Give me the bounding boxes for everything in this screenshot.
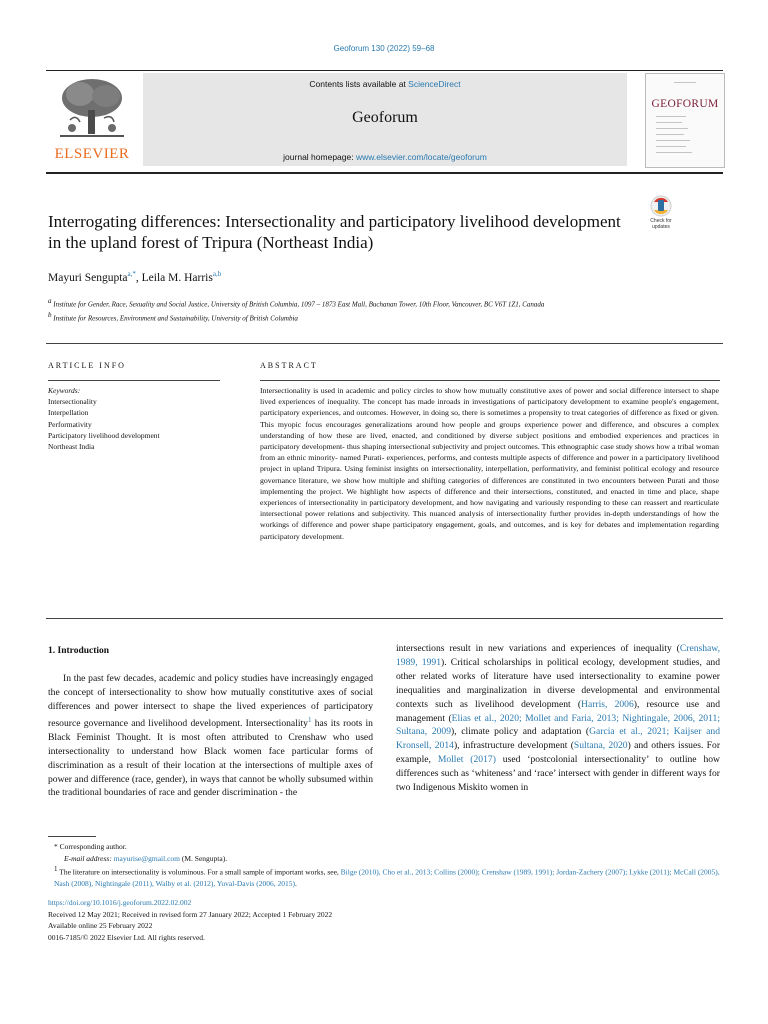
elsevier-tree-icon xyxy=(52,76,132,142)
cover-title: GEOFORUM xyxy=(651,98,719,110)
cover-line xyxy=(656,140,690,141)
affiliations xyxy=(48,296,648,324)
body-text: ), resource use and management ( xyxy=(396,698,720,724)
publication-info xyxy=(48,897,720,943)
email-link[interactable]: mayurise@gmail.com xyxy=(113,853,180,863)
author-marks[interactable]: a,b xyxy=(212,270,222,278)
author-name[interactable]: Leila M. Harris xyxy=(141,271,213,284)
cover-line xyxy=(656,146,686,147)
email-footnote: E-mail address: mayurise@gmail.com (M. Sengupta). xyxy=(64,853,228,863)
corresponding-footnote: * Corresponding author. xyxy=(54,842,127,851)
check-updates-line2: updates xyxy=(652,224,670,230)
article-info-heading: ARTICLE INFO xyxy=(48,361,126,370)
body-text: . xyxy=(294,879,297,888)
affiliation-a: $^a$ Institute for Gender, Race, Sexuality and Social Justice, University of British Columbia, 1097 – 1873 East Mall, Buchanan Tower, 10th Floor, Vancouver, BC V6T 1Z1, Canada xyxy=(48,297,545,309)
divider xyxy=(48,380,220,381)
body-text: ), climate policy and adaptation ( xyxy=(451,726,590,738)
received-dates: Received 12 May 2021; Received in revised form 27 January 2022; Accepted 1 February 2022 xyxy=(48,909,333,919)
keywords-block xyxy=(48,385,223,452)
footnote-1: $^1$ The literature on intersectionality is voluminous. For a small sample of important works, see, Bilge (2010), Cho et al., 2013; Collins (2000); Crenshaw (1989, 1991); Jordan-Zachery (2007); Lykke (2011); McCall (2005), Nash (2008), Nightingale (2011), Walby et al. (2012), Yuval-Davis (2006, 2015). xyxy=(54,865,720,888)
abstract-text: Intersectionality is used in academic and policy circles to show how mutually constitutive axes of power and social difference intersect to shape lived experiences of inequality. The concept has made inroads in investigations of participatory development to examine people's engagement, participatory experiences, and outcomes. However, in doing so, there is sometimes a propensity to treat categories of difference as fixed or given. This myopic focus encourages generalizations around how people and groups experience power and difference, and obscures a complex understanding of how these are lived, enacted, and conditioned by diverse subject positions and embodied experiences and practices in participatory development- thus shaping intersectional subjectivity and project outcomes. This ethnographic case study shows how a tribal woman from an ethnic minority- named Purati- experiences, performs, and contests multiple aspects of difference and power in a participatory livelihood project in upland Tripura. Using feminist insights on intersectionality, interpellation, performativity, and feminist political ecology and resource governance literature, we show how multiple and shifting categories of differences are constituted in two encounters between Purati and those implementing the project. We highlight how aspects of difference and their intersections, constituted, and enacted in time and place, shape experiences of intersectionality in participatory development, and how navigating and variously responding to these can reassert and rearticulate intersectional power relations and subjectivity. This nuanced analysis of intersectionality further provides in-depth understandings of how the workings of difference and power shape participatory engagement, goals, and outcomes, and is key for debates and implementation regarding participatory development. xyxy=(260,386,719,541)
author-marks[interactable]: a,* xyxy=(127,270,136,278)
abstract-heading: ABSTRACT xyxy=(260,361,318,370)
doi-link[interactable]: https://doi.org/10.1016/j.geoforum.2022.02.002 xyxy=(48,898,192,907)
body-text: In the past few decades, academic and policy studies have increasingly engaged the concept of intersectionality to show how mutually constitutive axes of social differences and power intersect to shape the lived experiences of participatory resource governance and livelihood development. Intersectionality xyxy=(48,673,373,729)
cover-line xyxy=(656,128,688,129)
divider xyxy=(260,380,720,381)
elsevier-logo xyxy=(46,76,138,166)
author-name[interactable]: Mayuri Sengupta xyxy=(48,271,128,284)
footnotes xyxy=(48,841,720,890)
keywords-label: Keywords: xyxy=(48,386,81,395)
keyword: Performativity xyxy=(48,419,92,429)
footnote-ref[interactable]: 1 xyxy=(307,715,312,724)
cover-line xyxy=(656,134,684,135)
body-text: has its roots in Black Feminist Thought. It is most often attributed to Crenshaw who used intersectionality to understand how Black women face particular forms of discrimination as a result of their location at the intersections of multiple axes of power and difference (race, gender), in ways that cannot be wholly subsumed within the traditional boundaries of race and gender discrimination - the xyxy=(48,717,373,799)
cover-line xyxy=(674,82,696,83)
elsevier-wordmark: ELSEVIER xyxy=(54,146,130,162)
journal-cover-thumbnail[interactable] xyxy=(645,73,725,168)
section-heading-introduction: 1. Introduction xyxy=(48,646,110,656)
citation-link[interactable]: Garcia et al., 2021; Kaijser and Kronsell, 2014 xyxy=(396,726,721,752)
check-updates-line1: Check for xyxy=(650,218,672,224)
keyword: Interpellation xyxy=(48,408,89,418)
citation-link[interactable]: Harris, 2006 xyxy=(581,698,634,710)
body-text: intersections result in new variations and experiences of inequality ( xyxy=(396,643,680,654)
keyword: Northeast India xyxy=(48,442,95,452)
citation-link[interactable]: Crenshaw, 1989, 1991 xyxy=(396,643,720,668)
citation-link[interactable]: Bilge (2010), Cho et al., 2013; Collins (2000); Crenshaw (1989, 1991); Jordan-Zachery (2007); Lykke (2011); McCall (2005), Nash (2008), Nightingale (2011), Walby et al. (2012), Yuval-Davis (2006, 2015) xyxy=(54,867,720,888)
cover-line xyxy=(656,122,682,123)
body-text: ), infrastructure development ( xyxy=(453,740,574,752)
author-list xyxy=(48,270,221,284)
journal-reference[interactable]: Geoforum 130 (2022) 59–68 xyxy=(333,44,435,53)
affiliation-b: $^b$ Institute for Resources, Environment and Sustainability, University of British Columbia xyxy=(48,310,298,323)
journal-name: Geoforum xyxy=(352,109,418,126)
body-text: ). Critical scholarships in political ecology, development studies, and other related works of literature have used intersectionality to examine power inequalities and marginalization in diverse developmental and environmental contexts such as livelihood development ( xyxy=(396,656,721,710)
check-for-updates-button[interactable] xyxy=(645,194,677,230)
homepage-line: journal homepage: www.elsevier.com/locate/geoforum xyxy=(283,152,487,162)
intro-left-column xyxy=(48,672,373,800)
body-text: The literature on intersectionality is voluminous. For a small sample of important works, see, xyxy=(59,867,341,877)
copyright: 0016-7185/© 2022 Elsevier Ltd. All rights reserved. xyxy=(48,932,205,942)
journal-header-box xyxy=(143,73,627,166)
citation-link[interactable]: Sultana, 2020 xyxy=(573,740,628,752)
sciencedirect-link[interactable]: ScienceDirect xyxy=(408,79,461,89)
body-text: used ‘postcolonial intersectionality’ to outline how differences such as ‘whiteness’ and ‘race’ intersect with gender in different ways for two Indigenous Miskito women in xyxy=(396,754,720,794)
cover-line xyxy=(656,116,686,117)
divider xyxy=(46,618,723,619)
keyword: Participatory livelihood development xyxy=(48,430,160,440)
contents-line: Contents lists available at ScienceDirect xyxy=(309,79,461,89)
citation-link[interactable]: Mollet (2017) xyxy=(437,754,496,766)
divider xyxy=(46,343,723,344)
author-separator: , xyxy=(135,271,142,284)
header-bottom-rule xyxy=(46,172,723,174)
keyword: Intersectionality xyxy=(48,397,97,407)
cover-line xyxy=(656,152,692,153)
footnote-rule xyxy=(48,836,96,837)
online-date: Available online 25 February 2022 xyxy=(48,921,153,930)
check-updates-icon xyxy=(645,194,677,230)
header-rule xyxy=(46,70,723,71)
journal-homepage-link[interactable]: www.elsevier.com/locate/geoforum xyxy=(355,152,487,162)
footnote-1-text xyxy=(54,868,720,889)
citation-link[interactable]: Elias et al., 2020; Mollet and Faria, 2013; Nightingale, 2006, 2011; Sultana, 2009 xyxy=(396,712,721,738)
body-text: ) and others issues. For example, xyxy=(396,740,721,766)
intro-right-column xyxy=(396,642,720,795)
article-title: Interrogating differences: Intersectionality and participatory livelihood development in the upland forest of Tripura (Northeast India) xyxy=(48,212,621,252)
